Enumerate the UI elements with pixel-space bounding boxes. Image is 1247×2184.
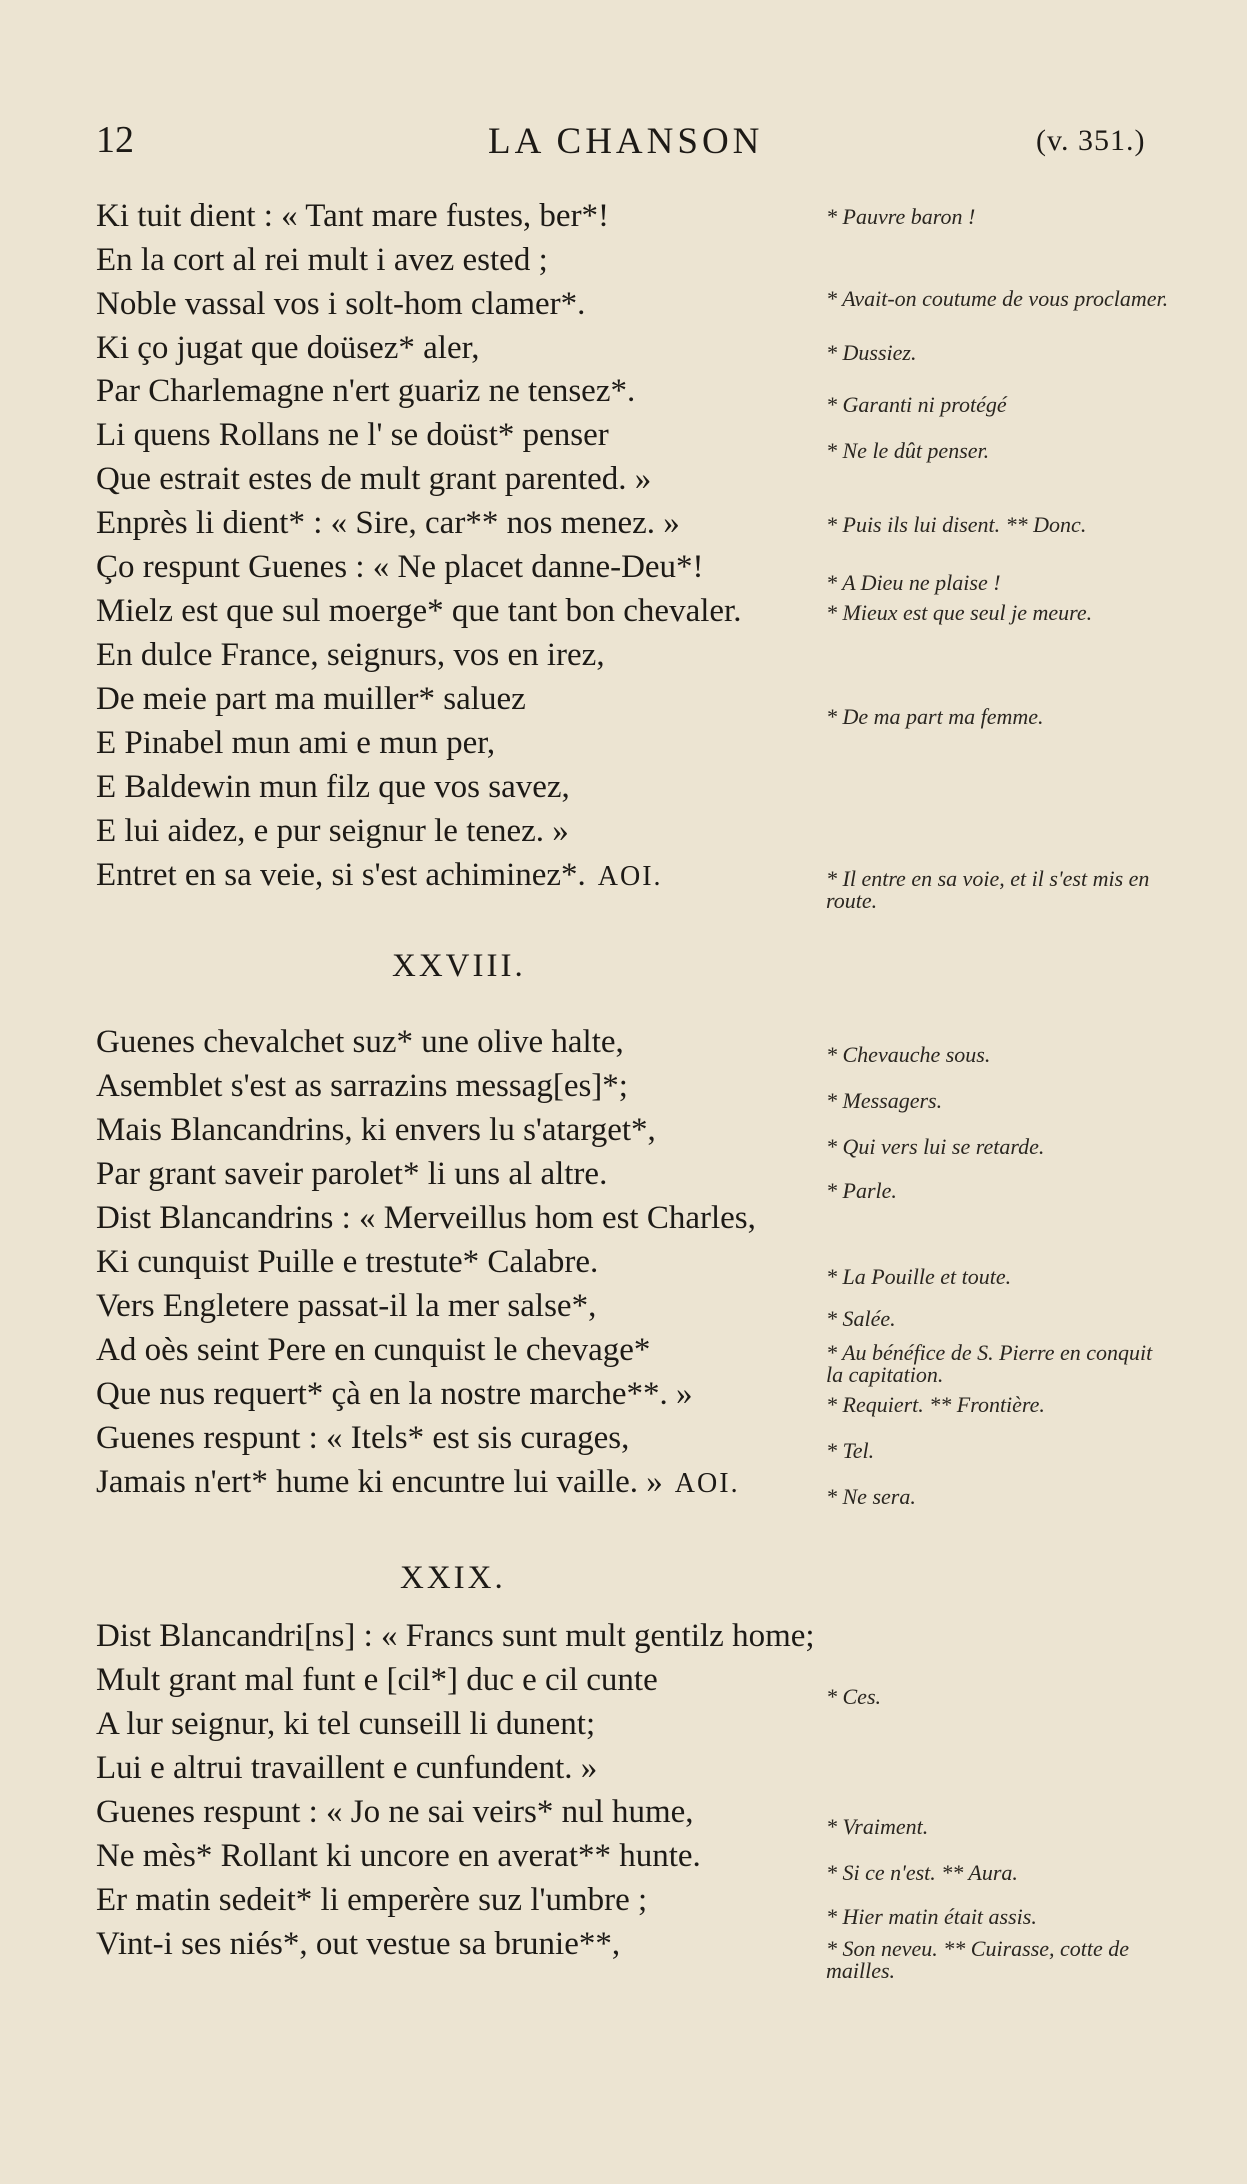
running-title: LA CHANSON (488, 121, 764, 162)
gloss-note: * De ma part ma femme. (826, 704, 1044, 729)
gloss-note: * La Pouille et toute. (826, 1264, 1012, 1289)
gloss-note: * Si ce n'est. ** Aura. (826, 1860, 1018, 1885)
verse-line: E Pinabel mun ami e mun per, (96, 725, 496, 761)
gloss-note: * Avait-on coutume de vous proclamer. (826, 286, 1169, 311)
verse-line: Mult grant mal funt e [cil*] duc e cil cunte (96, 1662, 658, 1698)
gloss-note: * Mieux est que seul je meure. (826, 600, 1093, 625)
verse-line-last (96, 855, 663, 897)
gloss-note: * Messagers. (826, 1088, 943, 1113)
aoi-marker: AOI. (674, 1468, 740, 1499)
laisse-heading: XXVIII. (392, 948, 526, 984)
verse-line: Que nus requert* çà en la nostre marche**. » (96, 1376, 693, 1412)
verse-line: Par Charlemagne n'ert guariz ne tensez*. (96, 373, 636, 409)
gloss-note: * Garanti ni protégé (826, 392, 1007, 417)
verse-line: Par grant saveir parolet* li uns al altre. (96, 1156, 608, 1192)
verse-line: E Baldewin mun filz que vos savez, (96, 769, 570, 805)
verse-line: Ad oès seint Pere en cunquist le chevage* (96, 1332, 651, 1368)
verse-line: A lur seignur, ki tel cunseill li dunent; (96, 1706, 596, 1742)
verse-line: Guenes chevalchet suz* une olive halte, (96, 1024, 624, 1060)
gloss-note: * Ne sera. (826, 1484, 916, 1509)
gloss-note: * Dussiez. (826, 340, 917, 365)
gloss-note: * Au bénéfice de S. Pierre en conquit la capitation. (826, 1340, 1153, 1387)
gloss-note: * Salée. (826, 1306, 896, 1331)
verse-line: En dulce France, seignurs, vos en irez, (96, 637, 605, 673)
verse-line: Ki tuit dient : « Tant mare fustes, ber*! (96, 198, 610, 234)
verse-line: Guenes respunt : « Jo ne sai veirs* nul hume, (96, 1794, 694, 1830)
verse-line: Guenes respunt : « Itels* est sis curages, (96, 1420, 630, 1456)
gloss-note: * Pauvre baron ! (826, 204, 976, 229)
verse-reference: (v. 351.) (1036, 124, 1146, 157)
gloss-note: * A Dieu ne plaise ! (826, 570, 1001, 595)
laisse-heading: XXIX. (400, 1560, 506, 1596)
verse-line: Noble vassal vos i solt-hom clamer*. (96, 286, 586, 322)
verse-line: Ne mès* Rollant ki uncore en averat** hunte. (96, 1838, 701, 1874)
verse-line: Enprès li dient* : « Sire, car** nos menez. » (96, 505, 680, 541)
gloss-note: * Son neveu. ** Cuirasse, cotte de mailles. (826, 1936, 1130, 1983)
page-number: 12 (96, 119, 134, 161)
verse-line: E lui aidez, e pur seignur le tenez. » (96, 813, 569, 849)
verse-line: Lui e altrui travaillent e cunfundent. » (96, 1750, 598, 1786)
verse-line: Ki cunquist Puille e trestute* Calabre. (96, 1244, 599, 1280)
verse-line: Que estrait estes de mult grant parented. » (96, 461, 652, 497)
page-header (0, 118, 1247, 178)
gloss-note: * Ces. (826, 1684, 881, 1709)
gloss-note: * Puis ils lui disent. ** Donc. (826, 512, 1087, 537)
verse-text: Jamais n'ert* hume ki encuntre lui vaille. » (96, 1464, 663, 1500)
verse-line: En la cort al rei mult i avez ested ; (96, 242, 548, 278)
gloss-note: * Qui vers lui se retarde. (826, 1134, 1045, 1159)
verse-line: Ço respunt Guenes : « Ne placet danne-Deu*! (96, 549, 704, 585)
gloss-note: * Ne le dût penser. (826, 438, 990, 463)
verse-line: Vers Engletere passat-il la mer salse*, (96, 1288, 597, 1324)
gloss-note: * Tel. (826, 1438, 875, 1463)
gloss-note: * Requiert. ** Frontière. (826, 1392, 1045, 1417)
gloss-note: * Parle. (826, 1178, 897, 1203)
verse-line: Dist Blancandri[ns] : « Francs sunt mult gentilz home; (96, 1618, 815, 1654)
verse-line: Asemblet s'est as sarrazins messag[es]*; (96, 1068, 628, 1104)
verse-line: De meie part ma muiller* saluez (96, 681, 526, 717)
verse-line: Mais Blancandrins, ki envers lu s'atarget*, (96, 1112, 656, 1148)
verse-text: Entret en sa veie, si s'est achiminez*. (96, 857, 586, 893)
verse-line: Vint-i ses niés*, out vestue sa brunie**, (96, 1926, 621, 1962)
gloss-note: * Hier matin était assis. (826, 1904, 1037, 1929)
verse-line: Mielz est que sul moerge* que tant bon chevaler. (96, 593, 742, 629)
verse-line: Er matin sedeit* li emperère suz l'umbre ; (96, 1882, 648, 1918)
verse-line: Dist Blancandrins : « Merveillus hom est Charles, (96, 1200, 756, 1236)
gloss-note: * Vraiment. (826, 1814, 929, 1839)
aoi-marker: AOI. (597, 861, 663, 892)
verse-line: Li quens Rollans ne l' se doüst* penser (96, 417, 609, 453)
gloss-note: * Il entre en sa voie, et il s'est mis en route. (826, 866, 1150, 913)
verse-line: Ki ço jugat que doüsez* aler, (96, 330, 480, 366)
gloss-note: * Chevauche sous. (826, 1042, 991, 1067)
verse-line-last (96, 1462, 740, 1504)
